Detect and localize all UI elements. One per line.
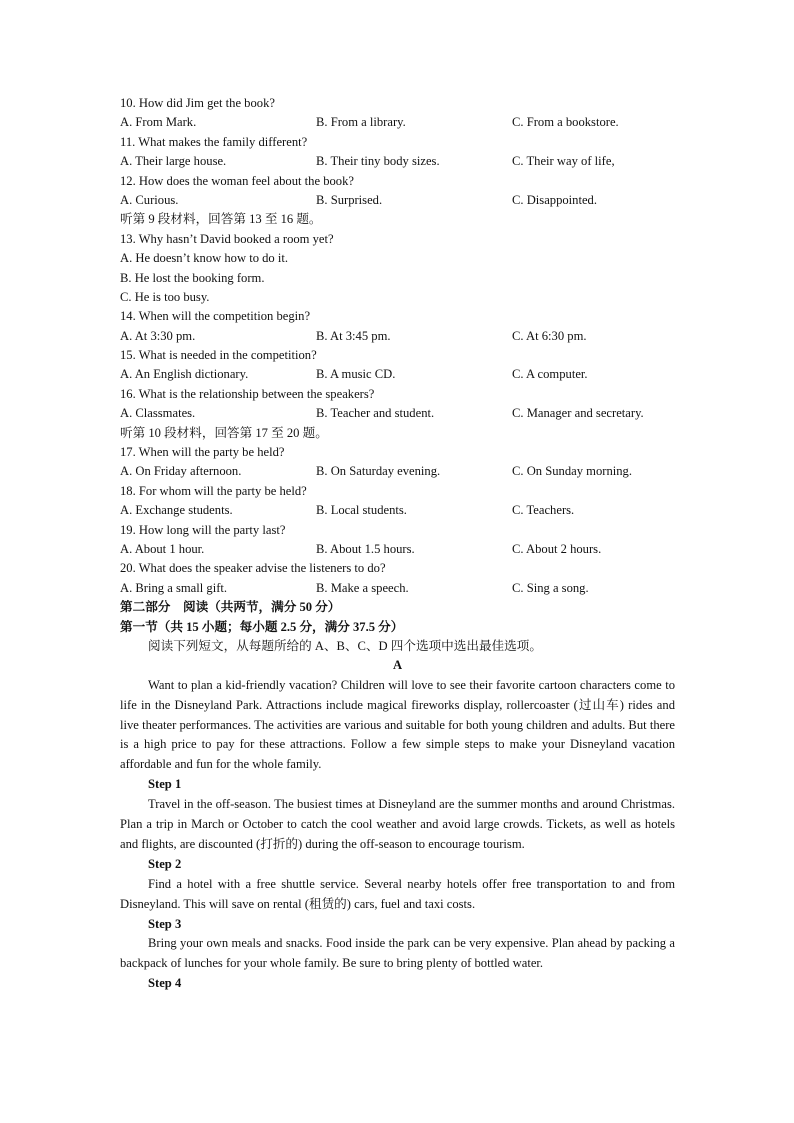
option-c: C. On Sunday morning. bbox=[512, 464, 632, 479]
step-2-text: Find a hotel with a free shuttle service. Several nearby hotels offer free transportation to and from Disneyland. This will save on rental (租赁的) cars, fuel and taxi costs. bbox=[120, 876, 675, 911]
question-17: 17. When will the party be held? bbox=[120, 445, 285, 460]
step-3-title: Step 3 bbox=[148, 916, 182, 931]
question-12: 12. How does the woman feel about the book? bbox=[120, 173, 354, 188]
options-16 bbox=[120, 404, 675, 423]
option-b: B. Teacher and student. bbox=[316, 406, 435, 421]
option-a: A. Classmates. bbox=[120, 406, 196, 421]
option-a: A. Bring a small gift. bbox=[120, 580, 228, 595]
option-c: C. Manager and secretary. bbox=[512, 406, 644, 421]
step-2-title: Step 2 bbox=[148, 856, 182, 871]
option-c: C. From a bookstore. bbox=[512, 115, 619, 130]
question-15: 15. What is needed in the competition? bbox=[120, 348, 317, 363]
option-a: A. Curious. bbox=[120, 192, 179, 207]
step-3-text: Bring your own meals and snacks. Food inside the park can be very expensive. Plan ahead by packing a backpack of lunches for your whole family. Be sure to bring plenty of bottled water. bbox=[120, 936, 675, 971]
question-19: 19. How long will the party last? bbox=[120, 522, 286, 537]
question-14: 14. When will the competition begin? bbox=[120, 309, 311, 324]
question-16: 16. What is the relationship between the speakers? bbox=[120, 386, 375, 401]
section-9-instruction: 听第 9 段材料，回答第 13 至 16 题。 bbox=[120, 212, 322, 227]
passage-label: A bbox=[392, 658, 403, 673]
option-a: A. About 1 hour. bbox=[120, 541, 205, 556]
options-18 bbox=[120, 501, 675, 520]
option-c: C. Teachers. bbox=[512, 503, 575, 518]
question-20: 20. What does the speaker advise the listeners to do? bbox=[120, 561, 386, 576]
step-1-text: Travel in the off-season. The busiest times at Disneyland are the summer months and around Christmas. Plan a trip in March or October to catch the cool weather and avoid large crowds. Tickets, as well as hotels and flights, are discounted (打折的) during the off-season to encourage tourism. bbox=[120, 797, 675, 851]
part-2-heading: 第二部分 阅读（共两节，满分 50 分） bbox=[120, 600, 341, 615]
option-c: C. He is too busy. bbox=[120, 289, 210, 304]
option-b: B. At 3:45 pm. bbox=[316, 328, 391, 343]
options-14 bbox=[120, 327, 675, 346]
question-18: 18. For whom will the party be held? bbox=[120, 483, 307, 498]
options-19 bbox=[120, 540, 675, 559]
step-1-title: Step 1 bbox=[148, 777, 182, 792]
options-15 bbox=[120, 365, 675, 384]
reading-instruction: 阅读下列短文，从每题所给的 A、B、C、D 四个选项中选出最佳选项。 bbox=[148, 638, 542, 653]
options-12 bbox=[120, 191, 675, 210]
section-10-instruction: 听第 10 段材料，回答第 17 至 20 题。 bbox=[120, 425, 328, 440]
option-b: B. Their tiny body sizes. bbox=[316, 154, 440, 169]
option-c: C. Sing a song. bbox=[512, 580, 589, 595]
options-10 bbox=[120, 113, 675, 132]
option-a: A. At 3:30 pm. bbox=[120, 328, 196, 343]
option-a: A. Their large house. bbox=[120, 154, 227, 169]
options-17 bbox=[120, 462, 675, 481]
option-a: A. He doesn’t know how to do it. bbox=[120, 251, 289, 266]
option-a: A. An English dictionary. bbox=[120, 367, 249, 382]
option-b: B. About 1.5 hours. bbox=[316, 541, 415, 556]
options-20 bbox=[120, 579, 675, 598]
step-4-title: Step 4 bbox=[148, 976, 182, 991]
option-b: B. From a library. bbox=[316, 115, 406, 130]
option-c: C. Their way of life, bbox=[512, 154, 615, 169]
option-b: B. Make a speech. bbox=[316, 580, 409, 595]
option-a: A. Exchange students. bbox=[120, 503, 233, 518]
option-b: B. Local students. bbox=[316, 503, 407, 518]
option-b: B. On Saturday evening. bbox=[316, 464, 441, 479]
option-a: A. On Friday afternoon. bbox=[120, 464, 242, 479]
option-a: A. From Mark. bbox=[120, 115, 197, 130]
passage-intro: Want to plan a kid-friendly vacation? Children will love to see their favorite cartoon characters come to life in the Disneyland Park. Attractions include magical fireworks display, rollercoaster (过山车) rides and live theater performances. The activities are various and suitable for both young children and adults. But there is a high price to pay for these attractions. Follow a few simple steps to make your Disneyland vacation affordable and fun for the whole family. bbox=[120, 677, 675, 772]
option-c: C. A computer. bbox=[512, 367, 588, 382]
option-b: B. A music CD. bbox=[316, 367, 396, 382]
question-11: 11. What makes the family different? bbox=[120, 134, 308, 149]
exam-page bbox=[120, 94, 675, 994]
options-11 bbox=[120, 152, 675, 171]
option-b: B. He lost the booking form. bbox=[120, 270, 265, 285]
section-1-heading: 第一节（共 15 小题；每小题 2.5 分，满分 37.5 分） bbox=[120, 619, 404, 634]
option-c: C. At 6:30 pm. bbox=[512, 328, 587, 343]
option-c: C. Disappointed. bbox=[512, 192, 598, 207]
question-10: 10. How did Jim get the book? bbox=[120, 96, 275, 110]
option-c: C. About 2 hours. bbox=[512, 541, 602, 556]
question-13: 13. Why hasn’t David booked a room yet? bbox=[120, 231, 334, 246]
option-b: B. Surprised. bbox=[316, 192, 383, 207]
